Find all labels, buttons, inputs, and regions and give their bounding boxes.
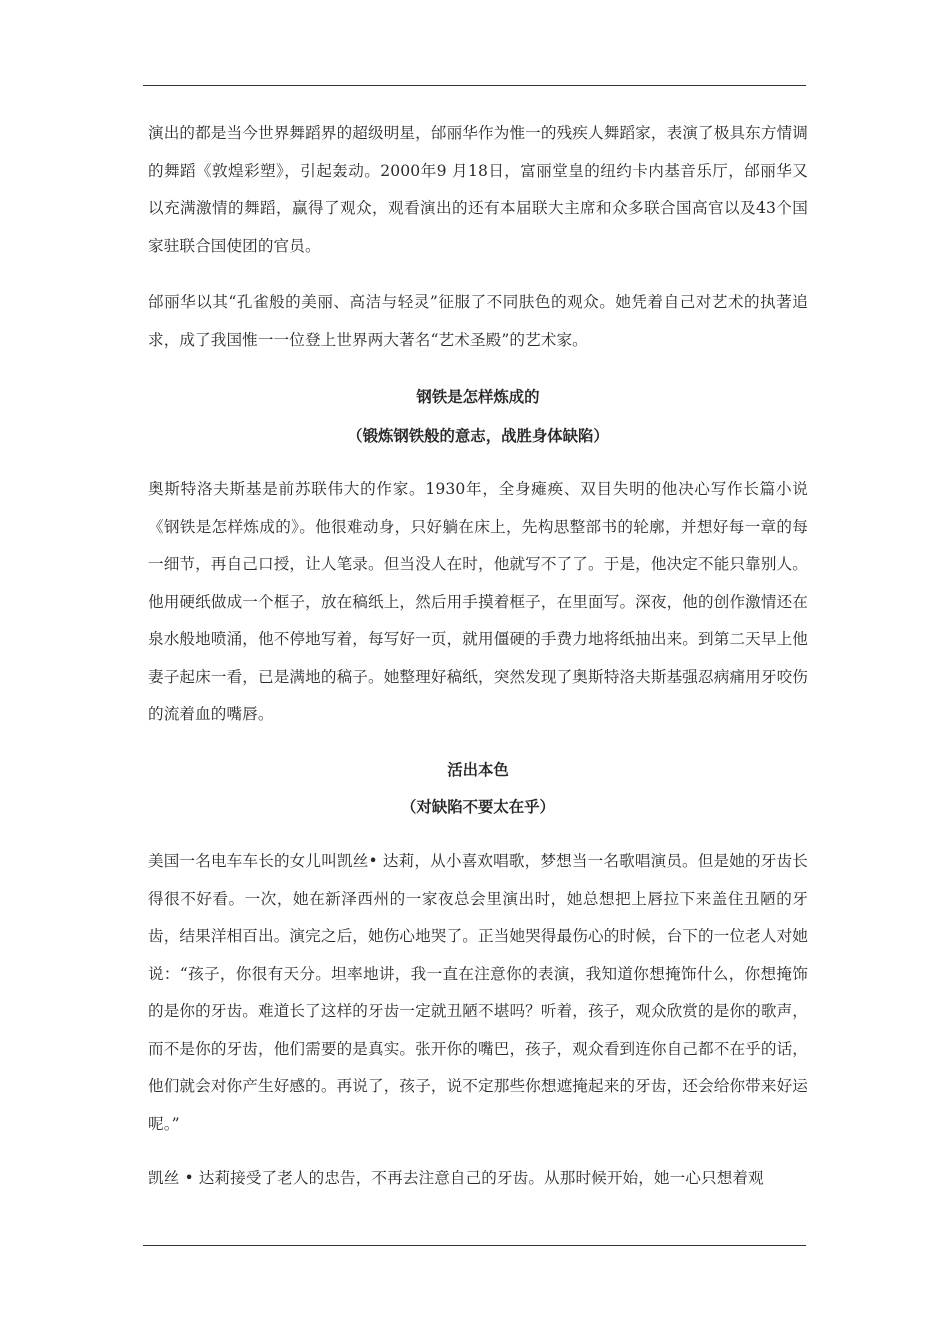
section-subtitle-be-yourself: （对缺陷不要太在乎） <box>401 798 555 816</box>
paragraph-ostrovsky: 奥斯特洛夫斯基是前苏联伟大的作家。1930年，全身瘫痪、双目失明的他决心写作长篇小说《钢铁是怎样炼成的》。他很难动身，只好躺在床上，先构思整部书的轮廓，并想好每一章的每一细节，再自己口授，让人笔录。但当没人在时，他就写不了了。于是，他决定不能只靠别人。他用硬纸做成一个框子，放在稿纸上，然后用手摸着框子，在里面写。深夜，他的创作激情还在泉水般地喷涌，他不停地写着，每写好一页，就用僵硬的手费力地将纸抽出来。到第二天早上他妻子起床一看，已是满地的稿子。她整理好稿纸，突然发现了奥斯特洛夫斯基强忍病痛用牙咬伤的流着血的嘴唇。 <box>148 480 808 723</box>
section-subtitle-steel: （锻炼钢铁般的意志，战胜身体缺陷） <box>347 427 609 445</box>
paragraph-cass-daley-continued: 凯丝 • 达莉接受了老人的忠告，不再去注意自己的牙齿。从那时候开始，她一心只想着观 <box>148 1169 764 1187</box>
footer-rule <box>143 1245 806 1246</box>
section-title-steel: 钢铁是怎样炼成的 <box>416 388 540 406</box>
paragraph-tai-lihua-performance: 演出的都是当今世界舞蹈界的超级明星，邰丽华作为惟一的残疾人舞蹈家，表演了极具东方情调的舞蹈《敦煌彩塑》，引起轰动。2000年9 月18日，富丽堂皇的纽约卡内基音乐厅，邰丽华又以充满激情的舞蹈，赢得了观众，观看演出的还有本届联大主席和众多联合国高官以及43个国家驻联合国使团的官员。 <box>148 124 808 255</box>
paragraph-cass-daley: 美国一名电车车长的女儿叫凯丝• 达莉，从小喜欢唱歌，梦想当一名歌唱演员。但是她的牙齿长得很不好看。一次，她在新泽西州的一家夜总会里演出时，她总想把上唇拉下来盖住丑陋的牙齿，结果洋相百出。演完之后，她伤心地哭了。正当她哭得最伤心的时候，台下的一位老人对她说：“孩子，你很有天分。坦率地讲，我一直在注意你的表演，我知道你想掩饰什么，你想掩饰的是你的牙齿。难道长了这样的牙齿一定就丑陋不堪吗？听着，孩子，观众欣赏的是你的歌声，而不是你的牙齿，他们需要的是真实。张开你的嘴巴，孩子，观众看到连你自己都不在乎的话，他们就会对你产生好感的。再说了，孩子，说不定那些你想遮掩起来的牙齿，还会给你带来好运呢。” <box>148 852 808 1133</box>
paragraph-tai-lihua-summary: 邰丽华以其“孔雀般的美丽、高洁与轻灵”征服了不同肤色的观众。她凭着自己对艺术的执著追求，成了我国惟一一位登上世界两大著名“艺术圣殿”的艺术家。 <box>148 293 808 349</box>
section-title-be-yourself: 活出本色 <box>447 761 509 779</box>
header-rule <box>143 85 806 86</box>
